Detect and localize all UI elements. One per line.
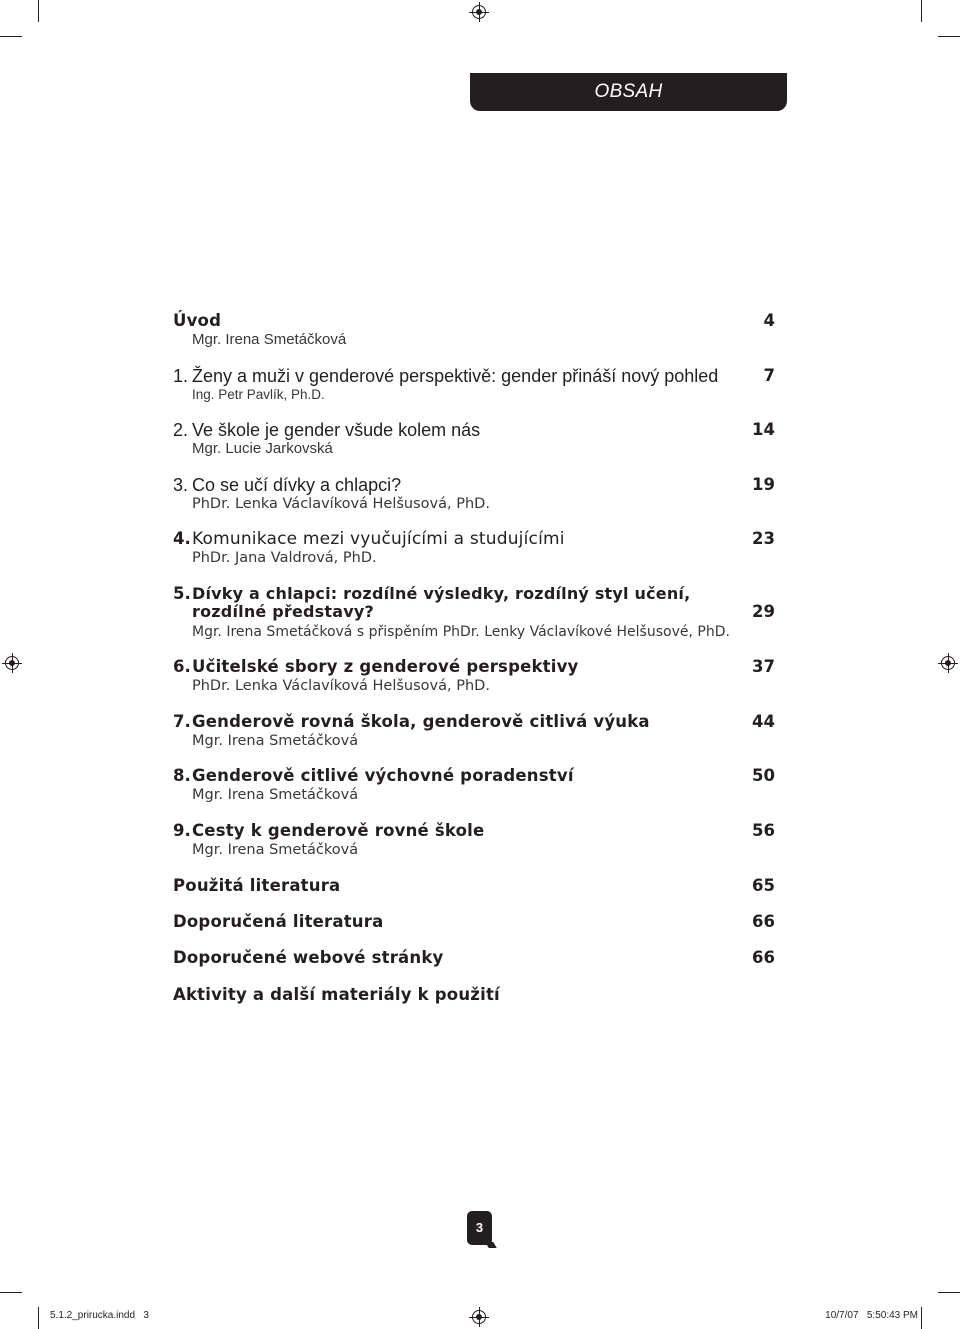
toc-title-line-2: rozdílné představy?	[192, 602, 374, 621]
section-tab-obsah: OBSAH	[470, 73, 787, 111]
toc-number: 8.	[173, 766, 191, 785]
toc-title: Použitá literatura	[173, 876, 341, 895]
toc-page: 7	[763, 366, 775, 385]
crop-mark	[38, 0, 39, 22]
crop-mark	[921, 0, 922, 22]
toc-page: 56	[752, 821, 775, 840]
toc-author: PhDr. Lenka Václavíková Helšusová, PhD.	[192, 678, 490, 694]
toc-title: Co se učí dívky a chlapci?	[192, 475, 402, 495]
toc-author: Mgr. Irena Smetáčková s přispěním PhDr. Lenky Václavíkové Helšusové, PhD.	[192, 624, 730, 640]
toc-page: 44	[752, 712, 775, 731]
registration-mark-icon	[472, 5, 486, 19]
registration-mark-icon	[5, 656, 19, 670]
toc-title: Dívky a chlapci: rozdílné výsledky, rozdílný styl učení,	[192, 584, 691, 603]
toc-number: 1.	[173, 366, 189, 386]
toc-title: Komunikace mezi vyučujícími a studujícími	[192, 529, 565, 549]
toc-title: Učitelské sbory z genderové perspektivy	[192, 657, 579, 676]
toc-page: 66	[752, 948, 775, 967]
toc-author: Mgr. Irena Smetáčková	[192, 331, 347, 348]
crop-mark	[921, 1307, 922, 1329]
toc-page: 29	[752, 602, 775, 621]
slug-timestamp: 10/7/07 5:50:43 PM	[825, 1310, 918, 1321]
toc-number: 2.	[173, 420, 189, 440]
toc-title: Úvod	[173, 311, 222, 330]
toc-number: 7.	[173, 712, 191, 731]
toc-page: 4	[763, 311, 775, 330]
crop-mark	[938, 36, 960, 37]
toc-author: Ing. Petr Pavlík, Ph.D.	[192, 387, 325, 402]
toc-page: 37	[752, 657, 775, 676]
toc-title: Ženy a muži v genderové perspektivě: gender přináší nový pohled	[192, 366, 719, 386]
toc-title: Genderově citlivé výchovné poradenství	[192, 766, 574, 785]
toc-number: 3.	[173, 475, 189, 495]
toc-number: 4.	[173, 529, 191, 548]
crop-mark	[0, 36, 22, 37]
toc-author: Mgr. Irena Smetáčková	[192, 787, 359, 803]
toc-title: Ve škole je gender všude kolem nás	[192, 420, 481, 440]
toc-author: Mgr. Irena Smetáčková	[192, 733, 359, 749]
toc-number: 9.	[173, 821, 191, 840]
toc-page: 50	[752, 766, 775, 785]
registration-mark-icon	[472, 1310, 486, 1324]
toc-page: 66	[752, 912, 775, 931]
toc-title: Cesty k genderově rovné škole	[192, 821, 485, 840]
toc-author: Mgr. Irena Smetáčková	[192, 842, 359, 858]
toc-page: 19	[752, 475, 775, 494]
toc-author: PhDr. Jana Valdrová, PhD.	[192, 550, 377, 566]
toc-number: 5.	[173, 584, 191, 603]
toc-author: PhDr. Lenka Václavíková Helšusová, PhD.	[192, 496, 490, 512]
registration-mark-icon	[941, 656, 955, 670]
toc-title: Doporučené webové stránky	[173, 948, 444, 967]
toc-title: Aktivity a další materiály k použití	[173, 985, 500, 1004]
toc-title: Genderově rovná škola, genderově citlivá výuka	[192, 712, 650, 731]
page-number-badge: 3	[467, 1211, 492, 1245]
slug-file-name: 5.1.2_prirucka.indd 3	[50, 1310, 149, 1321]
toc-page: 23	[752, 529, 775, 548]
toc-title: Doporučená literatura	[173, 912, 384, 931]
crop-mark	[0, 1292, 22, 1293]
toc-number: 6.	[173, 657, 191, 676]
crop-mark	[38, 1307, 39, 1329]
toc-author: Mgr. Lucie Jarkovská	[192, 440, 333, 457]
toc-page: 65	[752, 876, 775, 895]
crop-mark	[938, 1292, 960, 1293]
toc-page: 14	[752, 420, 775, 439]
